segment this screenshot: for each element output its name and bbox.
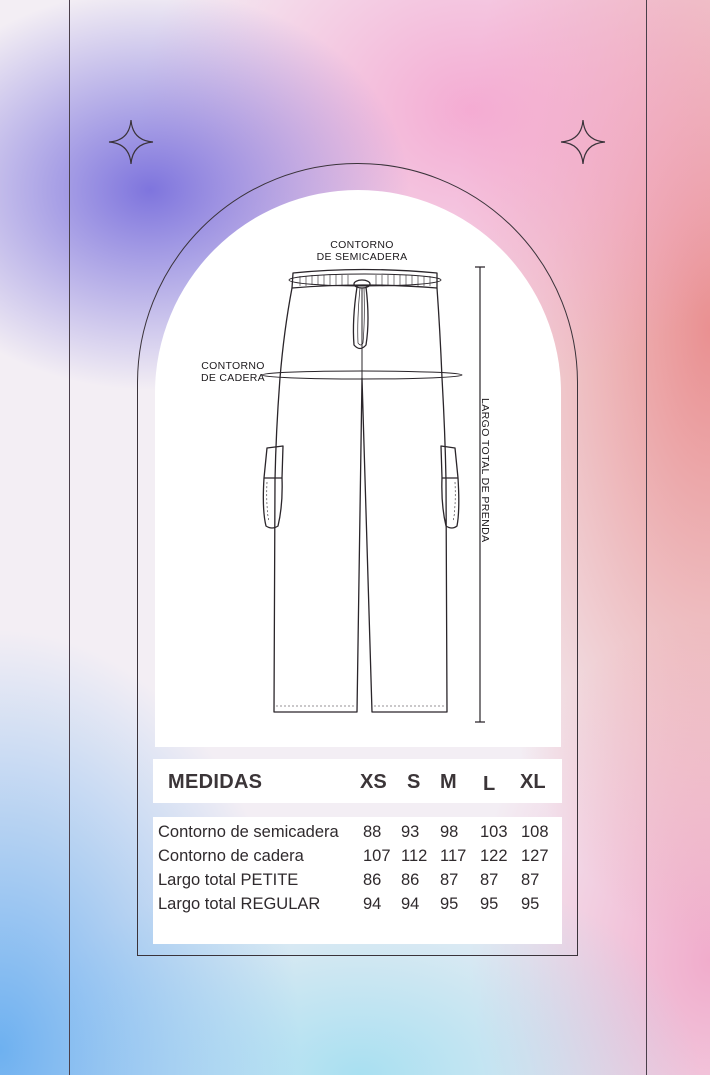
cell-value: 88 [363,823,382,841]
cell-value: 107 [363,847,391,865]
row-label: Contorno de semicadera [158,823,339,841]
row-label: Largo total REGULAR [158,895,321,913]
size-header-xs: XS [360,771,387,793]
cell-value: 87 [521,871,540,889]
table-title: MEDIDAS [168,771,263,793]
row-label: Largo total PETITE [158,871,299,889]
cell-value: 95 [480,895,499,913]
cell-value: 112 [401,847,428,865]
label-semicadera-line1: CONTORNO [330,239,394,251]
cell-value: 122 [480,847,508,865]
cell-value: 87 [480,871,499,889]
cell-value: 103 [480,823,508,841]
size-header-l: L [483,773,496,795]
cell-value: 94 [401,895,420,913]
cell-value: 127 [521,847,549,865]
cell-value: 94 [363,895,382,913]
label-cadera [192,361,274,384]
label-cadera-line1: CONTORNO [201,360,265,372]
size-header-xl: XL [520,771,546,793]
size-header-s: S [407,771,421,793]
cell-value: 93 [401,823,420,841]
label-semicadera-line2: DE SEMICADERA [316,250,408,263]
cell-value: 117 [440,847,467,865]
label-largo-total: LARGO TOTAL DE PRENDA [479,398,491,543]
label-cadera-line2: DE CADERA [201,371,265,384]
table-header [153,759,562,803]
label-semicadera [312,240,412,263]
size-header-m: M [440,771,457,793]
cell-value: 108 [521,823,549,841]
cell-value: 95 [440,895,459,913]
size-table [153,817,562,944]
cell-value: 95 [521,895,540,913]
row-label: Contorno de cadera [158,847,304,865]
cell-value: 86 [401,871,420,889]
cell-value: 87 [440,871,459,889]
cell-value: 98 [440,823,459,841]
cell-value: 86 [363,871,382,889]
